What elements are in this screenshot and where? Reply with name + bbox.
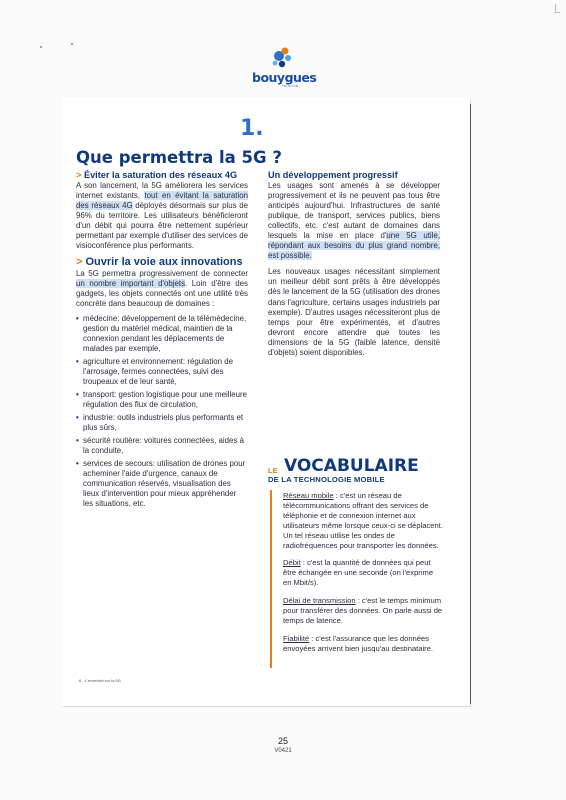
list-item: • agriculture et environnement: régulation de l'arrosage, fermes connectées, suivi des troupeaux et de leur santé,	[76, 356, 234, 386]
bullet-icon: •	[76, 436, 79, 446]
vocabulary-le: LE	[268, 466, 278, 475]
section-paragraph: Les usages sont amenés à se développer progressivement et ils ne peuvent pas tous être anticipés aujourd'hui. Infrastructures de santé publique, de transport, services publics, biens collectifs, etc. c'est autant de domaines dans lesquels la mise en place d'une 5G utile, répondant aux besoins du plus grand nombre, est possible.	[268, 181, 441, 261]
domains-list	[76, 314, 248, 510]
bullet-icon: •	[76, 313, 79, 323]
section-heading: Un développement progressif	[268, 170, 398, 180]
section-heading	[76, 256, 248, 269]
chevron-right-icon: >	[76, 256, 83, 269]
highlighted-text: un nombre important d'objets	[76, 279, 186, 289]
scan-speck	[71, 43, 73, 45]
definition: Délai de transmission : c'est le temps minimum pour transférer des données. On parle aussi de temps de latence.	[283, 596, 443, 625]
document-reference: V0421	[274, 748, 292, 754]
highlighted-text: une 5G utile, répondant aux besoins du plus grand nombre, est possible.	[268, 231, 441, 261]
bullet-icon: •	[76, 459, 79, 469]
list-item: • transport: gestion logistique pour une meilleure régulation des flux de circulation,	[76, 389, 248, 409]
section-paragraph: Les nouveaux usages nécessitant simplement un meilleur débit sont prêts à être développés dès le lancement de la 5G (utilisation des drones dans l'agriculture, certains usages industriels par exemple). D'autres usages nécessiteront plus de temps pour être expérimentés, et d'autres devront encore attendre que toutes les dimensions de la 5G (faible latence, densité d'objets) soient disponibles.	[268, 267, 440, 357]
bullet-icon: •	[76, 389, 79, 399]
page-title: Que permettra la 5G ?	[76, 148, 282, 167]
definition-term: Délai de transmission	[283, 596, 356, 606]
page-edge	[470, 104, 471, 704]
bullet-icon: •	[76, 412, 79, 422]
definition: Fiabilité : c'est l'assurance que les données envoyées arrivent bien jusqu'au destinataire.	[283, 633, 434, 653]
list-item: • médecine: développement de la télémédecine, gestion du matériel médical, maintien de la connexion pendant les déplacements de malades par exemple,	[76, 313, 247, 353]
section-heading	[76, 170, 248, 181]
definition: Débit : c'est la quantité de données qui peut être échangée en une seconde (on l'exprime en Mbit/s).	[283, 558, 434, 588]
definition-term: Fiabilité	[283, 633, 310, 643]
chevron-right-icon: >	[76, 170, 82, 180]
logo-text: bouygues	[252, 70, 317, 85]
section-heading-text: Ouvrir la voie aux innovations	[85, 256, 243, 269]
bullet-icon: •	[76, 356, 79, 366]
corner-mark	[555, 4, 560, 13]
left-column	[76, 170, 248, 512]
vocabulary-title: VOCABULAIRE	[284, 456, 419, 476]
definition-term: Réseau mobile	[283, 491, 334, 500]
brochure-footer: 6 - L'essentiel sur la 5G	[79, 678, 121, 683]
page-number: 25	[277, 736, 288, 746]
scan-speck	[40, 46, 42, 48]
vocabulary-definitions	[283, 491, 443, 662]
bouygues-logo	[252, 44, 317, 90]
chapter-number: 1.	[240, 116, 264, 141]
list-item: • sécurité routière: voitures connectées, aides à la conduite,	[76, 436, 244, 456]
section-paragraph: La 5G permettra progressivement de connecter un nombre important d'objets. Loin d'être des gadgets, les objets connectés ont une utilité très concrète dans beaucoup de domaines :	[76, 269, 249, 309]
list-item: • industrie: outils industriels plus performants et plus sûrs,	[76, 412, 244, 432]
section-paragraph: A son lancement, la 5G améliorera les services internet existants, tout en évitant la saturation des réseaux 4G déployés désormais sur plus de 96% du territoire. Les utilisateurs bénéficieront d'un débit qui pourra être nettement supérieur permettant par exemple d'utiliser des services de visioconférence plus performants.	[76, 181, 248, 251]
list-item: • services de secours: utilisation de drones pour acheminer l'aide d'urgence, canaux de communication réservés, visualisation des lieux d'intervention pour mieux appréhender les situations, etc.	[76, 459, 246, 509]
definition-term: Débit	[283, 558, 301, 568]
highlighted-text: tout en évitant la saturation des réseaux 4G	[76, 191, 248, 211]
section-heading-text: Éviter la saturation des réseaux 4G	[83, 170, 238, 180]
vocabulary-accent-bar	[270, 490, 272, 668]
right-column	[268, 170, 440, 358]
logo-subtext: TELECOM	[282, 84, 299, 88]
vocabulary-subtitle: DE LA TECHNOLOGIE MOBILE	[268, 475, 385, 484]
definition: Réseau mobile : c'est un réseau de télécommunications offrant des services de téléphonie et de connexion internet aux utilisateurs même lorsque ceux-ci se déplacent. Un tel réseau utilise les ondes de radiofréquences pour transporter les données.	[283, 491, 443, 550]
